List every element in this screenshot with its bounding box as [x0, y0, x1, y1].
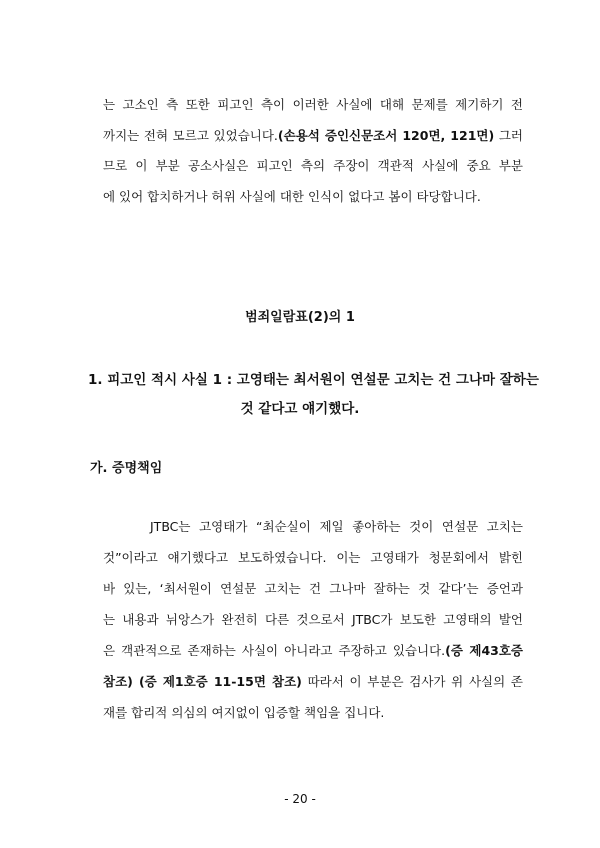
- paragraph2-line6: [103, 673, 523, 691]
- paragraph1-line2: [103, 127, 523, 145]
- subheading-burden-of-proof: 가. 증명책임: [90, 461, 163, 476]
- page-number: - 20 -: [284, 792, 316, 806]
- heading1-line2: 것 같다고 얘기했다.: [240, 401, 360, 417]
- paragraph2-line5-text: 은 객관적으로 존재하는 사실이 아니라고 주장하고 있습니다.: [103, 643, 446, 658]
- paragraph1-line4: 에 있어 합치하거나 허위 사실에 대한 인식이 없다고 봄이 타당합니다.: [103, 189, 481, 204]
- heading1-line1: 1. 피고인 적시 사실 1 : 고영태는 최서원이 연설문 고치는 건 그나마 잘하는: [88, 372, 539, 388]
- paragraph1-line2-tail: 그러: [494, 128, 523, 143]
- citation-son-testimony: (손용석 증인신문조서 120면, 121면): [277, 128, 495, 143]
- paragraph2-line3: 바 있는, ‘최서원이 연설문 고치는 건 그나마 잘하는 것 같다’는 증언과: [103, 581, 523, 596]
- paragraph2-line7: 재를 합리적 의심의 여지없이 입증할 책임을 집니다.: [103, 705, 385, 720]
- citation-exhibit-1: 참조) (증 제1호증 11-15면 참조): [103, 674, 302, 689]
- paragraph2-line1: JTBC는 고영태가 “최순실이 제일 좋아하는 것이 연설문 고치는: [150, 519, 523, 534]
- paragraph2-line4: 는 내용과 뉘앙스가 완전히 다른 것으로서 JTBC가 보도한 고영태의 발언: [103, 612, 523, 627]
- paragraph2-line6-text: 따라서 이 부분은 검사가 위 사실의 존: [301, 674, 523, 689]
- paragraph1-line1: 는 고소인 측 또한 피고인 측이 이러한 사실에 대해 문제를 제기하기 전: [103, 97, 523, 112]
- paragraph2-line2: 것”이라고 얘기했다고 보도하였습니다. 이는 고영태가 청문회에서 밝힌: [103, 550, 523, 565]
- paragraph1-line2-text: 까지는 전혀 모르고 있었습니다.: [103, 128, 278, 143]
- section-title: 범죄일람표(2)의 1: [245, 310, 355, 325]
- citation-exhibit-43: (증 제43호증: [445, 643, 523, 658]
- paragraph1-line3: 므로 이 부분 공소사실은 피고인 측의 주장이 객관적 사실에 중요 부분: [103, 158, 523, 173]
- paragraph2-line5: [103, 642, 523, 660]
